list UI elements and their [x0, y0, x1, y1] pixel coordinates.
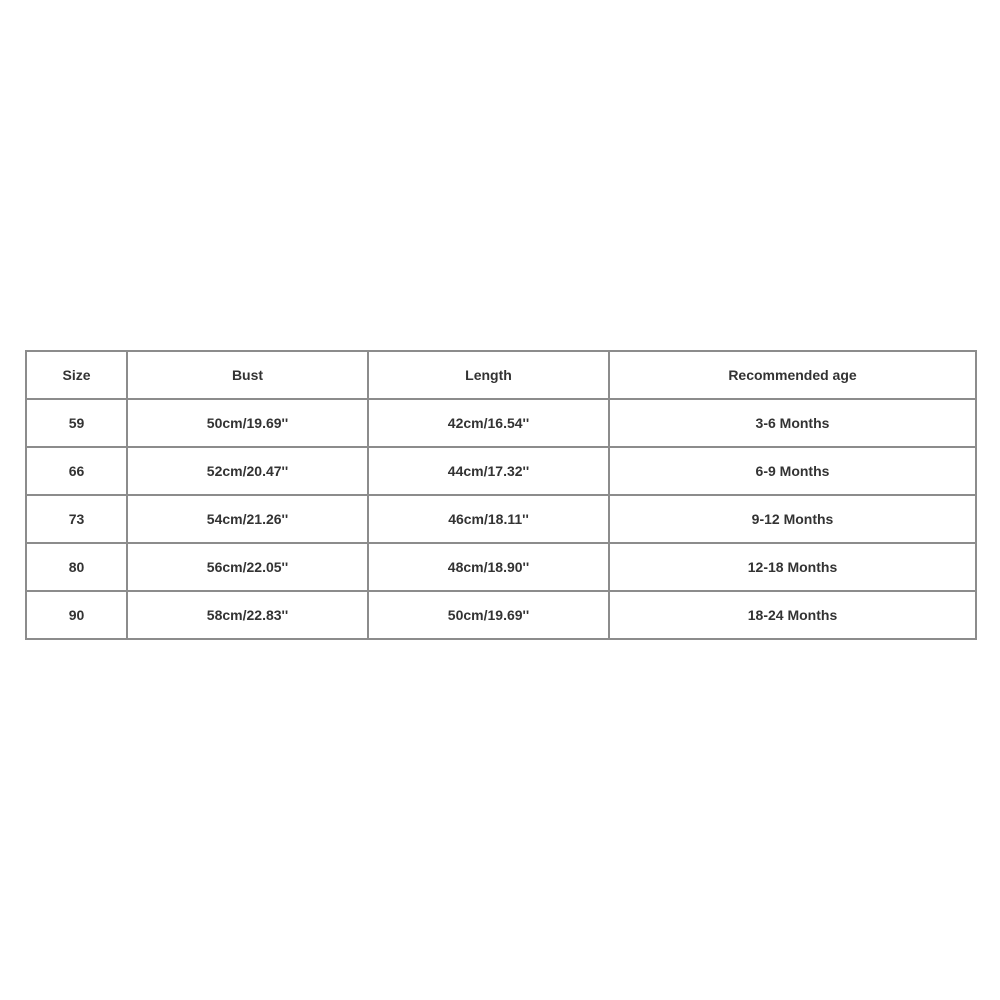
cell-length: 50cm/19.69''	[368, 591, 609, 639]
cell-size: 59	[26, 399, 127, 447]
header-size: Size	[26, 351, 127, 399]
cell-recommended-age: 3-6 Months	[609, 399, 976, 447]
header-length: Length	[368, 351, 609, 399]
table-row	[26, 543, 976, 591]
cell-bust: 54cm/21.26''	[127, 495, 368, 543]
cell-recommended-age: 6-9 Months	[609, 447, 976, 495]
cell-bust: 52cm/20.47''	[127, 447, 368, 495]
cell-length: 44cm/17.32''	[368, 447, 609, 495]
cell-bust: 56cm/22.05''	[127, 543, 368, 591]
cell-size: 73	[26, 495, 127, 543]
cell-bust: 50cm/19.69''	[127, 399, 368, 447]
cell-size: 80	[26, 543, 127, 591]
cell-recommended-age: 18-24 Months	[609, 591, 976, 639]
cell-length: 42cm/16.54''	[368, 399, 609, 447]
cell-size: 66	[26, 447, 127, 495]
table-header-row	[26, 351, 976, 399]
cell-recommended-age: 12-18 Months	[609, 543, 976, 591]
table-row	[26, 495, 976, 543]
cell-recommended-age: 9-12 Months	[609, 495, 976, 543]
table-row	[26, 447, 976, 495]
table-row	[26, 591, 976, 639]
cell-length: 46cm/18.11''	[368, 495, 609, 543]
header-bust: Bust	[127, 351, 368, 399]
cell-length: 48cm/18.90''	[368, 543, 609, 591]
table-row	[26, 399, 976, 447]
size-chart-table	[25, 350, 977, 640]
header-recommended-age: Recommended age	[609, 351, 976, 399]
cell-size: 90	[26, 591, 127, 639]
cell-bust: 58cm/22.83''	[127, 591, 368, 639]
